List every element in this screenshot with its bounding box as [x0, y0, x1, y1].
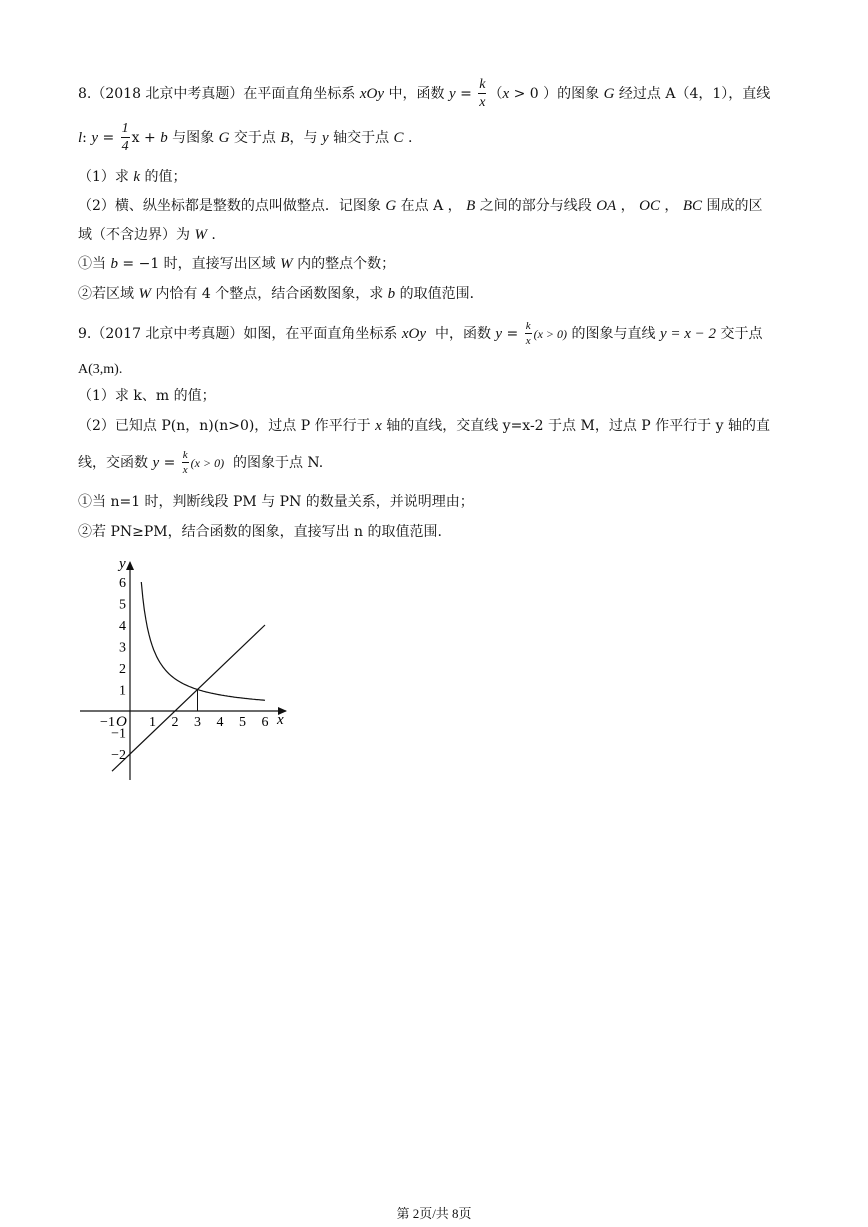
math: = [455, 86, 477, 102]
text: . [206, 227, 216, 243]
text: = −1 时，直接写出区域 [117, 256, 281, 272]
y-tick-label: 4 [119, 619, 126, 634]
text: 中，函数 [384, 86, 449, 102]
math: BC [682, 198, 703, 214]
y-tick-label: 3 [119, 640, 126, 656]
math: y [321, 130, 329, 146]
math: W [138, 286, 151, 302]
numerator: k [182, 449, 188, 461]
text: ②若区域 [78, 286, 139, 302]
text: 9.（2017 北京中考真题）如图，在平面直角坐标系 [78, 326, 402, 342]
numerator: k [479, 77, 486, 92]
x-tick-label: −1 [100, 715, 115, 730]
text: . [403, 130, 413, 146]
math: = [502, 326, 523, 342]
text: : [82, 130, 92, 146]
math: x [375, 418, 382, 434]
text: ，与 [289, 130, 322, 146]
graph-marks [100, 576, 268, 771]
math: y [152, 455, 160, 471]
text: > 0 ）的图象 [509, 86, 604, 102]
math: x [502, 86, 510, 102]
math: b [387, 286, 396, 302]
origin-label: O [116, 714, 127, 730]
text: 在点 A ， [396, 198, 467, 214]
math: (x > 0) [533, 327, 568, 341]
math: OA [596, 198, 617, 214]
x-tick-label: 2 [171, 715, 179, 730]
math: W [194, 227, 207, 243]
text: 围成的区 [702, 198, 763, 214]
text: 中，函数 [426, 326, 496, 342]
math: y [91, 130, 99, 146]
denominator: x [479, 95, 486, 110]
math: x + [131, 130, 161, 146]
text: A(3,m). [78, 362, 123, 377]
text: （1）求 [78, 169, 134, 185]
math: W [280, 256, 293, 272]
x-tick-label: 5 [239, 715, 246, 730]
y-tick-label: 1 [119, 683, 126, 699]
y-tick-label: −1 [111, 726, 126, 742]
math: b [160, 130, 168, 146]
text: 交于点 [229, 130, 281, 146]
x-tick-label: 1 [149, 715, 156, 730]
math: = [159, 455, 180, 471]
text: （1）求 k、m 的值； [78, 388, 216, 404]
text: 之间的部分与线段 [475, 198, 597, 214]
text: 经过点 A（4，1），直线 [614, 86, 771, 102]
text: 轴的直线，交直线 y=x-2 于点 M，过点 P 作平行于 y 轴的直 [381, 418, 770, 434]
math: b [110, 256, 118, 272]
math: G [385, 198, 397, 214]
text: ①当 n=1 时，判断线段 PM 与 PN 的数量关系，并说明理由； [78, 494, 474, 510]
math: OC [639, 198, 660, 214]
math: C [393, 130, 404, 146]
text: ， [659, 198, 683, 214]
math: (x > 0) [190, 456, 225, 470]
y-tick-label: −2 [111, 748, 126, 763]
text: 内恰有 4 个整点，结合函数图象，求 [150, 286, 388, 302]
math: = [98, 130, 119, 146]
math: G [218, 130, 230, 146]
denominator: x [182, 464, 188, 476]
text: （ [488, 86, 503, 102]
denominator: x [525, 335, 531, 347]
math: y [495, 326, 503, 342]
math: y = x − 2 [659, 326, 716, 342]
hyperbola-curve [141, 582, 265, 700]
x-tick-label: 6 [261, 715, 269, 730]
math: B [466, 198, 476, 214]
text: 的图象于点 N. [224, 455, 324, 471]
math: B [280, 130, 290, 146]
text: ②若 PN≥PM，结合函数的图象，直接写出 n 的取值范围. [78, 524, 442, 540]
math: xOy [359, 86, 385, 102]
text: 线，交函数 [78, 455, 153, 471]
text: 交于点 [716, 326, 763, 342]
math: xOy [401, 326, 427, 342]
text: ①当 [78, 256, 111, 272]
numerator: k [525, 320, 531, 332]
text: 8.（2018 北京中考真题）在平面直角坐标系 [78, 86, 360, 102]
text: 的图象与直线 [567, 326, 660, 342]
math: G [603, 86, 615, 102]
x-axis-label: x [277, 712, 284, 728]
math: y [448, 86, 456, 102]
numerator: 1 [121, 121, 129, 136]
text: 的取值范围． [395, 286, 484, 302]
text: 域（不含边界）为 [78, 227, 195, 243]
x-tick-label: 3 [194, 715, 201, 730]
y-tick-label: 5 [119, 597, 126, 613]
math: l [78, 130, 83, 146]
text: （2）已知点 P(n，n)(n>0)，过点 P 作平行于 [78, 418, 376, 434]
y-tick-label: 2 [119, 662, 126, 677]
text: ， [616, 198, 640, 214]
text: 内的整点个数； [292, 256, 396, 272]
y-tick-label: 6 [119, 576, 126, 591]
x-tick-label: 4 [216, 715, 224, 730]
text: 的值； [140, 169, 187, 185]
text: （2）横、纵坐标都是整数的点叫做整点．记图象 [78, 198, 386, 214]
math: k [133, 169, 141, 185]
page-footer: 第 2页/共 8页 [396, 1206, 472, 1221]
text: 与图象 [167, 130, 219, 146]
y-axis-label: y [119, 556, 126, 572]
text: 轴交于点 [328, 130, 394, 146]
denominator: 4 [121, 139, 129, 154]
